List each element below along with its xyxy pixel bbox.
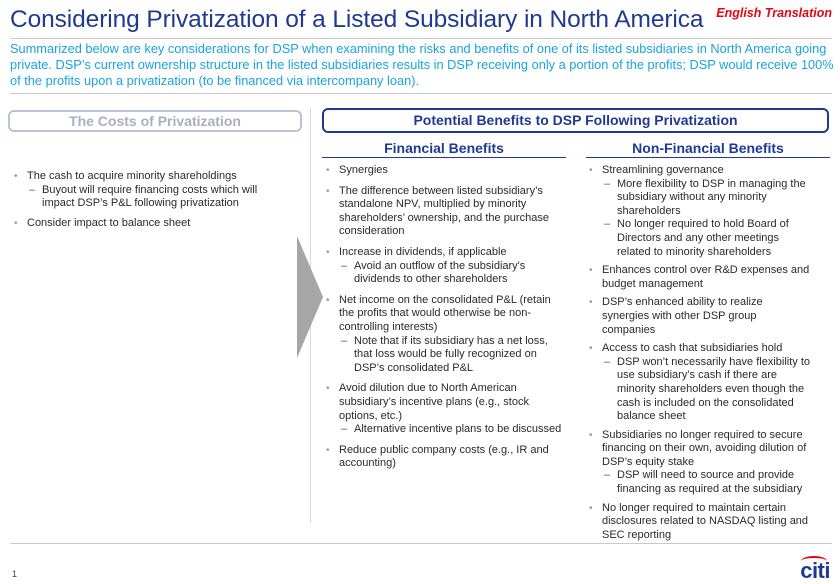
page-number: 1 [12,569,18,579]
non-financial-benefits-list [589,164,811,547]
bullet-item [326,382,562,436]
non-financial-benefits-header: Non-Financial Benefits [586,140,830,158]
bullet-item [589,342,811,424]
translation-tag: English Translation [716,6,832,20]
page-subtitle: Summarized below are key considerations for DSP when examining the risks and benefits of one of its listed subsidiaries in North America going private. DSP’s current ownership structure in the listed subsidiaries results in DSP receiving only a portion of the profits; DSP would receive 100% of the profits upon a privatization (to be financed via intercompany loan). [10,41,834,88]
sub-bullet-item: – Avoid an outflow of the subsidiary's dividends to other shareholders [339,260,562,287]
chevron-arrow-right-icon [297,236,323,358]
bullet-text: Consider impact to balance sheet [27,216,191,229]
bullet-item [326,444,562,471]
bullet-text: Avoid dilution due to North American subsidiary’s incentive plans (e.g., stock options, etc.) [339,382,529,422]
footer-divider [10,543,832,544]
bullet-text: Subsidiaries no longer required to secure financing on their own, avoiding dilution of DSP’s equity stake [602,428,807,468]
sub-bullet-item: – Buyout will require financing costs which will impact DSP’s P&L following privatization [27,184,276,211]
subtitle-divider [10,93,832,94]
sub-bullet-item: – DSP won’t necessarily have flexibility to use subsidiary’s cash if there are minority shareholders even though the cash is included on the consolidated balance sheet [602,356,811,424]
bullet-item [589,264,811,291]
costs-list [14,170,276,236]
bullet-item [14,217,276,231]
bullet-text: No longer required to maintain certain disclosures related to NASDAQ listing and SEC reporting [602,501,809,541]
non-financial-bullets [589,164,811,542]
bullet-item [589,296,811,337]
bullet-item [326,246,562,287]
sub-bullet-list [602,356,811,424]
sub-bullet-list [602,178,811,260]
bullet-item [589,164,811,259]
costs-header: The Costs of Privatization [8,110,302,132]
sub-bullet-list [339,423,562,437]
bullet-text: Enhances control over R&D expenses and budget management [602,264,810,290]
bullet-text: The difference between listed subsidiary’s standalone NPV, multiplied by minority shareholders’ ownership, and the purchase consideration [339,184,549,238]
sub-bullet-item: – No longer required to hold Board of Directors and any other meetings related to minority shareholders [602,218,811,259]
bullet-text: Increase in dividends, if applicable [339,245,507,258]
bullet-item [326,164,562,178]
bullet-item [14,170,276,211]
page-title: Considering Privatization of a Listed Subsidiary in North America [10,6,704,33]
financial-bullets [326,164,562,471]
bullet-text: Net income on the consolidated P&L (retain the profits that would otherwise be non-controlling interests) [339,293,551,333]
sub-bullet-list [339,335,562,376]
bullet-text: Streamlining governance [602,164,724,176]
sub-bullet-item: – Note that if its subsidiary has a net loss, that loss would be fully recognized on DSP’s consolidated P&L [339,335,562,376]
bullet-item [326,185,562,239]
bullet-text: Reduce public company costs (e.g., IR and accounting) [339,443,549,470]
bullet-item [589,502,811,543]
costs-bullets [14,170,276,230]
bullet-text: DSP’s enhanced ability to realize synergies with other DSP group companies [602,296,763,336]
benefits-header: Potential Benefits to DSP Following Privatization [322,108,829,133]
sub-bullet-list [602,469,811,496]
bullet-item [589,429,811,497]
citi-logo: citi [800,558,830,583]
sub-bullet-item: – DSP will need to source and provide financing as required at the subsidiary [602,469,811,496]
bullet-text: Access to cash that subsidiaries hold [602,342,783,355]
bullet-item [326,294,562,376]
sub-bullet-item: – More flexibility to DSP in managing the subsidiary without any minority shareholders [602,178,811,219]
sub-bullet-list [339,260,562,287]
financial-benefits-list [326,164,562,478]
title-divider [10,38,832,39]
bullet-text: Synergies [339,164,388,176]
bullet-text: The cash to acquire minority shareholdings [27,170,237,182]
sub-bullet-item: – Alternative incentive plans to be discussed [339,423,562,437]
sub-bullet-list [27,184,276,211]
financial-benefits-header: Financial Benefits [322,140,566,158]
